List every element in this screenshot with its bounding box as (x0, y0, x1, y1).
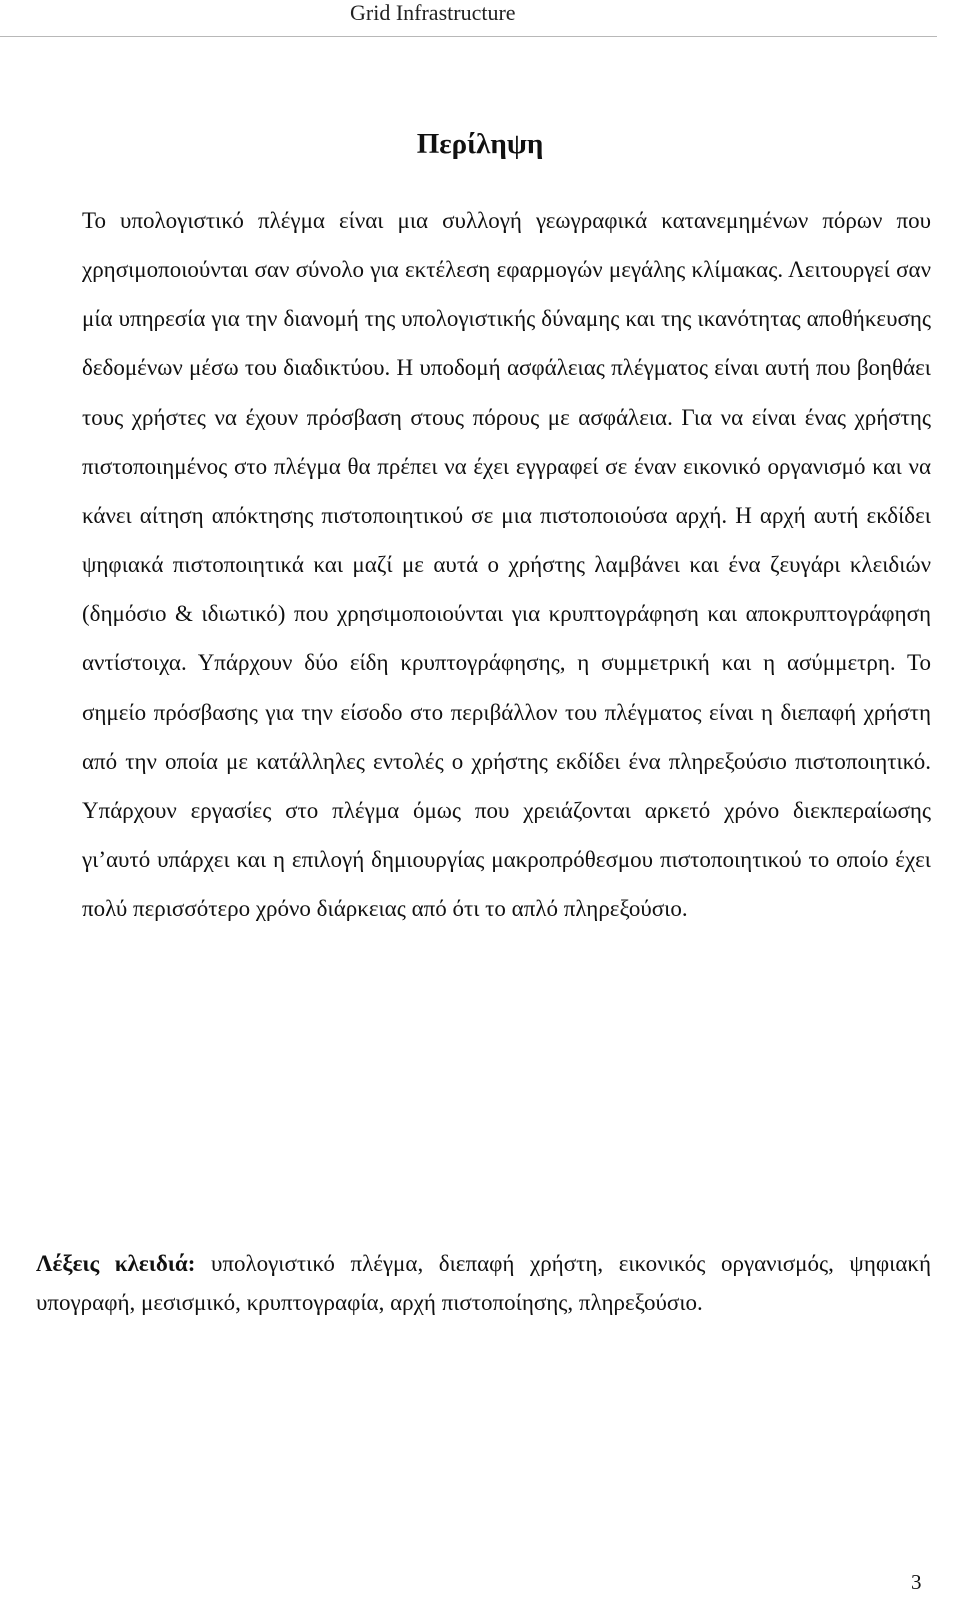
running-header-title: Grid Infrastructure (350, 0, 516, 25)
running-header (0, 0, 937, 37)
abstract-paragraph: Το υπολογιστικό πλέγμα είναι μια συλλογή γεωγραφικά κατανεμημένων πόρων που χρησιμοποιούνται σαν σύνολο για εκτέλεση εφαρμογών μεγάλης κλίμακας. Λειτουργεί σαν μία υπηρεσία για την διανομή της υπολογιστικής δύναμης και της ικανότητας αποθήκευσης δεδομένων μέσω του διαδικτύου. Η υποδομή ασφάλειας πλέγματος είναι αυτή που βοηθάει τους χρήστες να έχουν πρόσβαση στους πόρους με ασφάλεια. Για να είναι ένας χρήστης πιστοποιημένος στο πλέγμα θα πρέπει να έχει εγγραφεί σε έναν εικονικό οργανισμό και να κάνει αίτηση απόκτησης πιστοποιητικού σε μια πιστοποιούσα αρχή. Η αρχή αυτή εκδίδει ψηφιακά πιστοποιητικά και μαζί με αυτά ο χρήστης λαμβάνει και ένα ζευγάρι κλειδιών (δημόσιο & ιδιωτικό) που χρησιμοποιούνται για κρυπτογράφηση και αποκρυπτογράφηση αντίστοιχα. Υπάρχουν δύο είδη κρυπτογράφησης, η συμμετρική και η ασύμμετρη. Το σημείο πρόσβασης για την είσοδο στο περιβάλλον του πλέγματος είναι η διεπαφή χρήστη από την οποία με κατάλληλες εντολές ο χρήστης εκδίδει ένα πληρεξούσιο πιστοποιητικό. Υπάρχουν εργασίες στο πλέγμα όμως που χρειάζονται αρκετό χρόνο διεκπεραίωσης γι’αυτό υπάρχει και η επιλογή δημιουργίας μακροπρόθεσμου πιστοποιητικού το οποίο έχει πολύ περισσότερο χρόνο διάρκειας από ότι το απλό πληρεξούσιο. (82, 208, 931, 922)
keywords-label: Λέξεις κλειδιά: (36, 1251, 196, 1276)
page-title: Περίληψη (416, 128, 544, 160)
page-number: 3 (911, 1570, 922, 1594)
keywords-list: υπολογιστικό πλέγμα, διεπαφή χρήστη, εικονικός οργανισμός, ψηφιακή υπογραφή, μεσισμικό, κρυπτογραφία, αρχή πιστοποίησης, πληρεξούσιο. (36, 1251, 931, 1315)
keywords-paragraph (36, 1244, 931, 1322)
